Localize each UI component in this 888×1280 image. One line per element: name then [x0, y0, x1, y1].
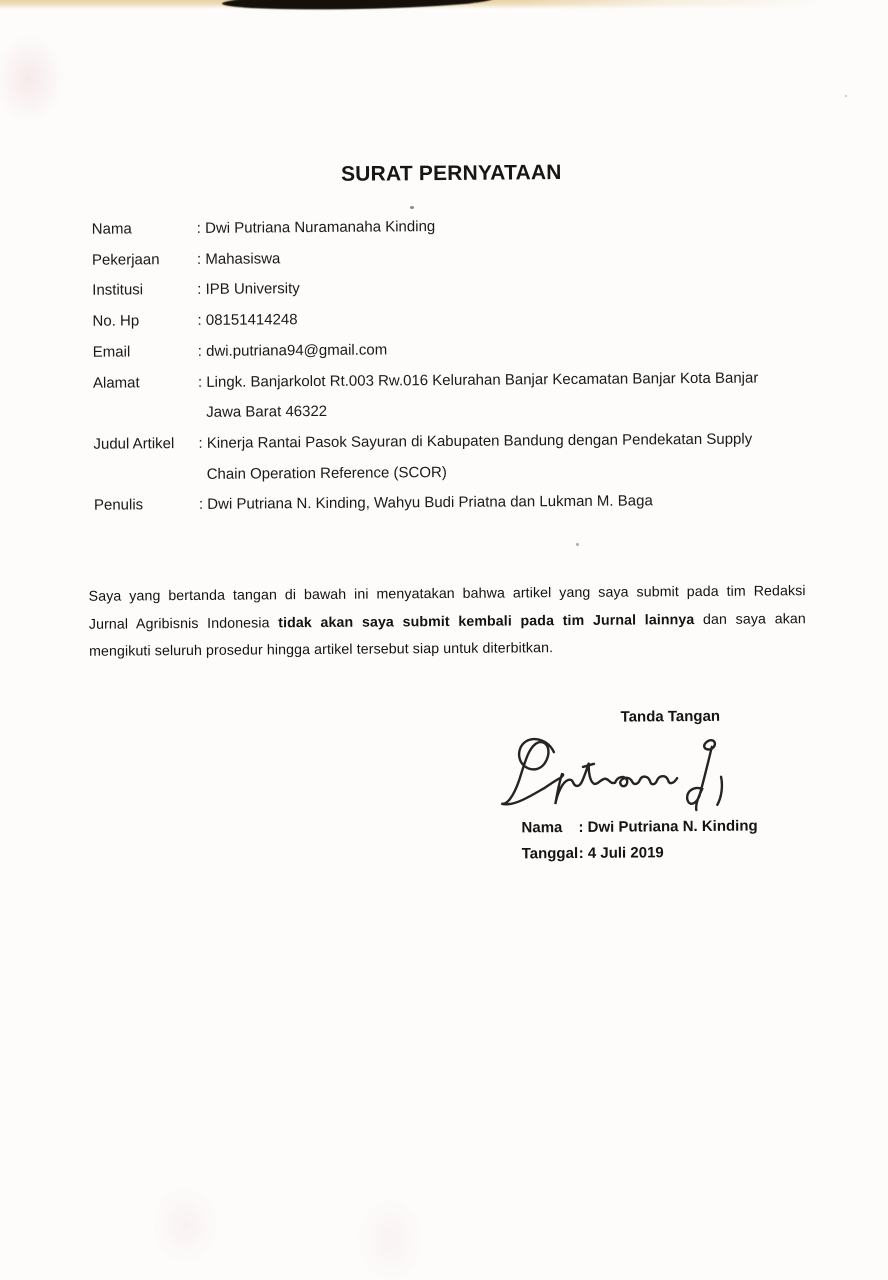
- statement-line-1: Saya yang bertanda tangan di bawah ini menyatakan bahwa artikel yang saya submit pada tim Redaksi: [88, 583, 806, 605]
- handwritten-signature: [499, 731, 750, 818]
- statement-line-2-bold: tidak akan saya submit kembali pada tim Jurnal lainnya: [278, 611, 695, 631]
- signature-name-value: : Dwi Putriana N. Kinding: [578, 817, 758, 836]
- field-value: : Mahasiswa: [196, 249, 281, 268]
- statement-line-2-post: dan saya akan: [694, 610, 806, 628]
- field-row-judul-artikel: [93, 424, 823, 491]
- statement-line-2: [89, 606, 806, 639]
- field-value: : 08151414248: [197, 311, 298, 330]
- signature-name-label: Nama: [521, 819, 563, 837]
- signature-name-row: [521, 814, 757, 841]
- signature-date-row: [522, 839, 758, 866]
- field-value: : IPB University: [197, 280, 300, 299]
- field-value: [198, 363, 823, 429]
- signature-heading: Tanda Tangan: [620, 707, 721, 726]
- statement-line-3: mengikuti seluruh prosedur hingga artikel tersebut siap untuk diterbitkan.: [89, 640, 554, 660]
- field-row-alamat: [93, 363, 823, 430]
- field-value-line2: Chain Operation Reference (SCOR): [206, 463, 447, 483]
- field-value-line1: : Kinerja Rantai Pasok Sayuran di Kabupaten Bandung dengan Pendekatan Supply: [198, 430, 753, 452]
- field-label: Pekerjaan: [91, 250, 160, 269]
- signature-date-value: : 4 Juli 2019: [578, 843, 664, 862]
- field-value: : dwi.putriana94@gmail.com: [197, 341, 388, 360]
- field-value: : Dwi Putriana Nuramanaha Kinding: [196, 218, 436, 237]
- statement-line-2-pre: Jurnal Agribisnis Indonesia: [88, 614, 279, 633]
- document-title: SURAT PERNYATAAN: [340, 161, 562, 186]
- field-label: No. Hp: [92, 312, 140, 330]
- field-row-penulis: [94, 485, 824, 521]
- signature-identity-block: [521, 814, 758, 867]
- statement-paragraph: [89, 578, 807, 666]
- field-value: : Dwi Putriana N. Kinding, Wahyu Budi Priatna dan Lukman M. Baga: [198, 492, 653, 514]
- field-label: Nama: [91, 220, 132, 238]
- field-label: Alamat: [92, 373, 140, 392]
- field-label: Institusi: [92, 281, 144, 300]
- field-label: Penulis: [93, 496, 144, 515]
- field-value-line2: Jawa Barat 46322: [206, 403, 328, 422]
- signature-date-label: Tanggal: [521, 844, 579, 862]
- field-value-line1: : Lingk. Banjarkolot Rt.003 Rw.016 Kelurahan Banjar Kecamatan Banjar Kota Banjar: [197, 369, 759, 391]
- field-label: Email: [92, 343, 131, 361]
- field-label: Judul Artikel: [93, 435, 175, 453]
- field-value: [198, 424, 823, 490]
- identity-fields: [92, 209, 824, 522]
